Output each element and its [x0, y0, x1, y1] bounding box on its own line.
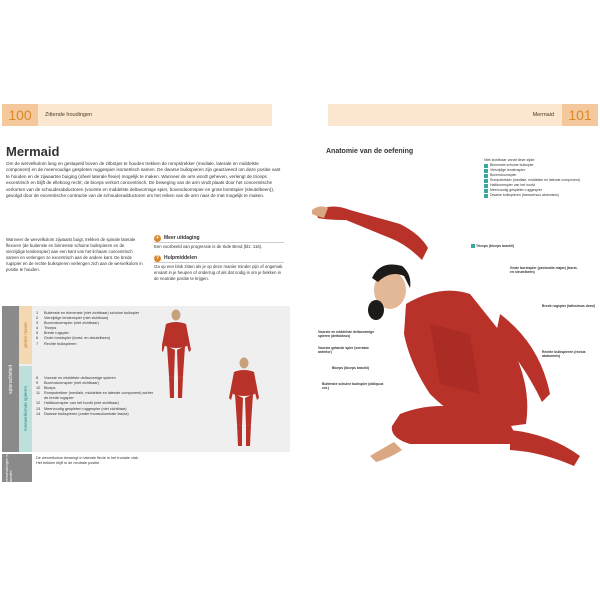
- legend-title: Niet zichtbaar vanaf deze zijde:: [484, 158, 536, 162]
- left-header-bar: [2, 104, 272, 126]
- group-label: spieractiviteit: [7, 364, 14, 394]
- tip-heading: Hulpmiddelen: [164, 255, 198, 261]
- right-page: [310, 104, 598, 498]
- table-row: 2 Vierzijdige lendenspier (niet zichtbaar): [36, 316, 109, 321]
- table-row: 4 Triceps: [36, 326, 57, 331]
- tip-body: Ga op een blok zitten als je op deze manier minder pijn of ongemak ervaart in je heupen of onderrug of als dat nodig is om je bekken in de neutrale positie te krijgen.: [154, 264, 283, 281]
- hair-bun-illustration: [368, 300, 384, 320]
- callout-rectus: Rechte buikspieren (rectus abdominis): [542, 350, 586, 358]
- helper-label-cell: [19, 366, 32, 452]
- anatomy-title: Anatomie van de oefening: [326, 148, 414, 155]
- help-icon: ?: [155, 254, 160, 261]
- legend-item: Rompstrekker (mediale, middelste en laterale component): [484, 178, 594, 183]
- plus-icon: +: [154, 235, 161, 242]
- group-label-cell: [2, 306, 19, 452]
- table-row: 6 Grote borstspier (borst- en sleutelbeen): [36, 336, 111, 341]
- legend-item: Meervoudig gespleten ruggespier: [484, 188, 594, 193]
- prime-label-cell: [19, 306, 32, 364]
- left-page: [2, 104, 290, 498]
- tip-body: Een voorbeeld van progressie is de Side Bend (blz. 116).: [154, 242, 284, 250]
- helper-label: meewerkende spieren: [23, 386, 28, 432]
- table-row: 10 Biceps: [36, 386, 56, 391]
- prime-rows: [36, 311, 158, 347]
- back-figure-illustration: [162, 310, 191, 399]
- table-row: 8 Voorste en middelste deltavormige spieren: [36, 376, 116, 380]
- callout-latissimus: Brede rugspier (latissimus dorsi): [542, 304, 596, 308]
- foot-illustration: [370, 442, 402, 462]
- callout-serratus: Voorste getande spier (serratus anterior): [318, 346, 369, 354]
- legend-item: Binnenste schuine buikspier: [484, 163, 594, 168]
- table-row: 14 Dwarse buikspieren (onder thoracolumbale fascia): [36, 411, 129, 416]
- left-section-title: Zittende houdingen: [45, 112, 93, 118]
- table-row: 13 Meervoudig gespleten ruggespier (niet zichtbaar): [36, 406, 127, 411]
- prime-label: prime mover: [23, 322, 28, 348]
- joint-note: Het bekken blijft in de neutrale positie.: [36, 461, 101, 466]
- helper-rows: [36, 376, 158, 417]
- exercise-title: Mermaid: [6, 144, 60, 159]
- callout-pectoralis: Grote borstspier (pectoralis major) (borst- en sleutelbeen): [510, 266, 578, 274]
- table-row: 5 Brede rugspier: [36, 331, 69, 336]
- left-page-number: 100: [2, 104, 38, 126]
- right-section-title: Mermaid: [532, 112, 554, 118]
- joint-label: verschuivingen in banden: [5, 454, 13, 482]
- front-figure-illustration: [229, 358, 259, 447]
- callout-triceps: Triceps (triceps brachii): [470, 244, 550, 248]
- table-row: 12 Halfdoornspier van het hoofd (niet zichtbaar): [36, 401, 119, 406]
- tip-aids: [154, 254, 284, 282]
- joint-note: De wervelkolom beweegt in laterale flexie in het frontale vlak.: [36, 456, 139, 460]
- table-row: 3 Bovendoornspier (niet zichtbaar): [36, 321, 99, 326]
- table-row: 7 Rechte buikspieren: [36, 341, 77, 346]
- legend-item: Vierzijdige lendenspier: [484, 168, 594, 173]
- legend-item: Halfdoornspier van het hoofd: [484, 183, 594, 188]
- callout-deltoid: Voorste en middelste deltavormige spieren (deltoideus): [318, 330, 375, 338]
- raised-arm-illustration: [316, 206, 428, 260]
- legend-item: Dwarse buikspieren (transversus abdominis): [484, 193, 594, 198]
- anatomy-figures: [162, 306, 290, 452]
- callout-obliques: Buitenste schuine buikspier (obliquus ext.): [322, 382, 384, 390]
- table-row: 1 Buitenste en binnenste (niet zichtbaar) schuine buikspier: [36, 311, 140, 315]
- right-header-bar: [328, 104, 598, 126]
- side-paragraph: Wanneer de wervelkolom zijwaarts buigt, trekken de spinale laterale flexoren (de buitenste en binnenste schuine buikspieren en de vierzijdige lendenspier) aan een kant van het lichaam concentrisch samen en verlengen ze excentrisch aan de andere kant. De brede rugspier en de rechte buikspieren verlengen zich aan de wervelkolom in positie te houden.: [6, 237, 143, 272]
- mermaid-anatomy-illustration: [310, 194, 598, 494]
- muscle-activity-table: [2, 306, 290, 498]
- legend-item: Bovendoornspier: [484, 173, 594, 178]
- table-row: 9 Bovendoornspier (niet zichtbaar): [36, 381, 99, 386]
- callout-biceps: Biceps (biceps brachii): [332, 366, 370, 370]
- right-page-number: 101: [562, 104, 598, 126]
- extended-leg-illustration: [510, 430, 580, 466]
- table-row: 11 Rompstrekker (mediale, middelste en laterale component) achter de brede rugspier: [36, 391, 154, 401]
- intro-paragraph: Om de wervelkolom lang en gestapeld boven de zitbotjes te houden trekken de rompstrekker (mediale, laterale en middelste component) en de meervoudige gespleten ruggespier isometrisch samen. De dwarse buikspieren zijn geactiveerd om deze positie vast te houden en de zijwaartse buiging (ofwel laterale flexie) mogelijk te maken. Wanneer de arm wordt geheven, verlengt de triceps excentrisch en blijft de elleboog recht; de biceps verkort concentrisch. De beweging van de arm vindt plaats door het concentrische verkorten van de schouderabductoren (voorste en middelste deltavormige spier, bovendoornspier en grote borstspier (sleutelbeen)), gevolgd door de excentrische contractie van de schouderadductoren om het reiken van de arm naar de mat mogelijk te maken.: [6, 161, 281, 199]
- joint-label-cell: [2, 454, 32, 482]
- tip-heading: Meer uitdaging: [164, 235, 200, 241]
- hidden-muscles-legend: [484, 158, 594, 198]
- joint-notes: [36, 456, 166, 467]
- tip-more-challenge: [154, 234, 284, 250]
